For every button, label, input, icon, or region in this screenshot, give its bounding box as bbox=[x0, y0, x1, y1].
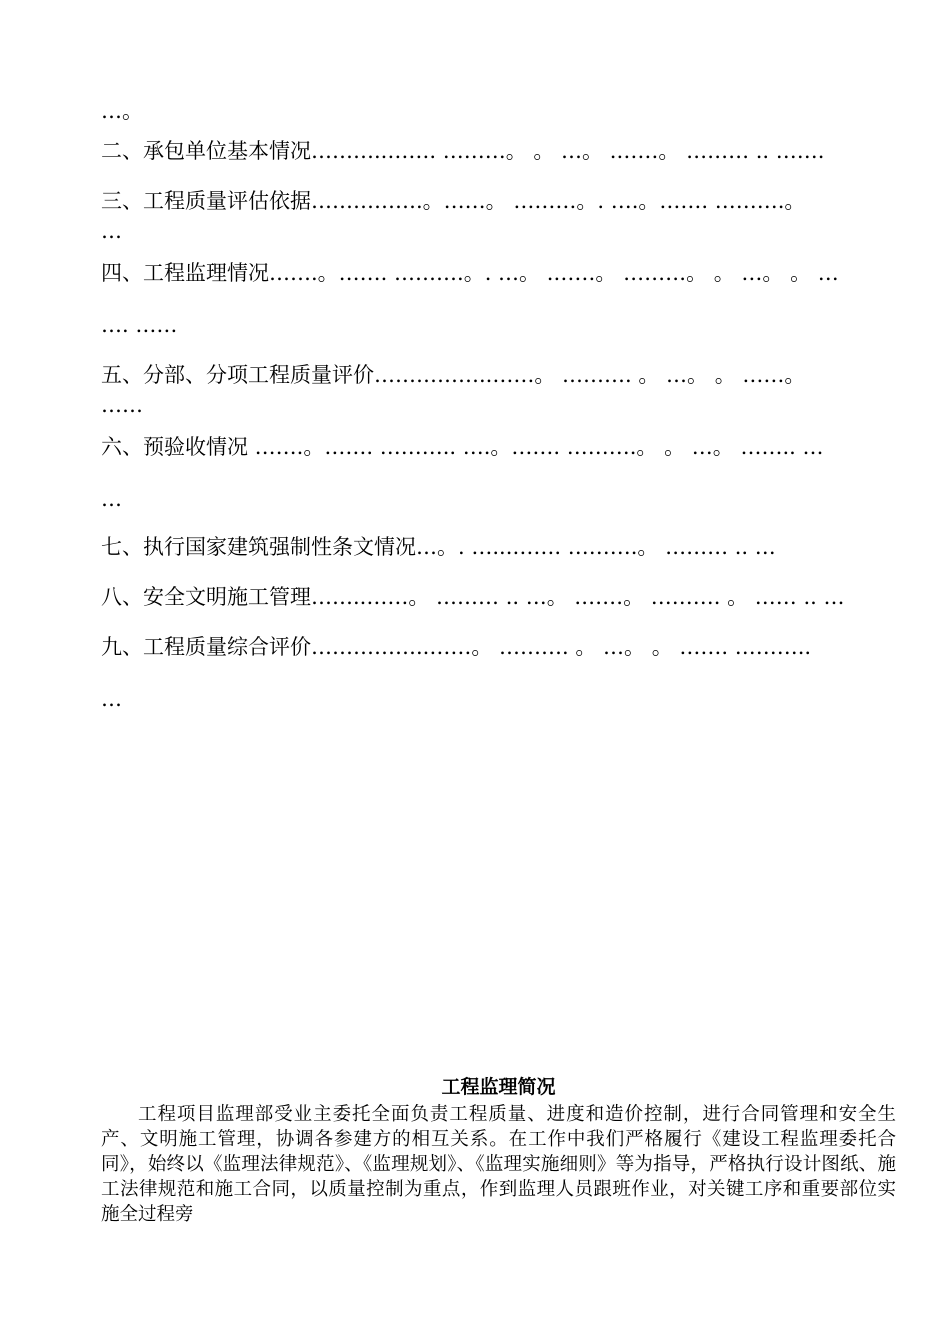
toc-item-main: 九、工程质量综合评价……………..……。 ………. 。 …。 。 ……. ……….. bbox=[101, 635, 812, 659]
toc-item-3 bbox=[101, 186, 901, 246]
toc-item-main: 八、安全文明施工管理……..……。 ……… .. …。 .……。 ………. 。 …… .. … bbox=[101, 585, 845, 609]
toc-item-9 bbox=[101, 632, 901, 714]
supervision-overview-section bbox=[101, 1072, 896, 1227]
toc-item-continuation: … bbox=[101, 687, 122, 711]
toc-item-main: 五、分部、分项工程质量评价……………..……。 ………. 。 …。 。 ……。 bbox=[101, 363, 806, 387]
table-of-contents bbox=[101, 96, 901, 711]
section-body: 工程项目监理部受业主委托全面负责工程质量、进度和造价控制，进行合同管理和安全生产、文明施工管理，协调各参建方的相互关系。在工作中我们严格履行《建设工程监理委托合同》，始终以《监理法律规范》、《监理规划》、《监理实施细则》等为指导，严格执行设计图纸、施工法律规范和施工合同，以质量控制为重点，作到监理人员跟班作业，对关键工序和重要部位实施全过程旁 bbox=[101, 1104, 896, 1225]
toc-item-main: 四、工程监理情况…….。……. ……….。. …。 .……。 ………。 。 …。 。 … bbox=[101, 261, 839, 285]
section-title: 工程监理简况 bbox=[441, 1076, 556, 1098]
toc-item-main: 三、工程质量评估依据…………….。……。 ………。. ….。……. ……….。 bbox=[101, 189, 806, 213]
toc-item-2 bbox=[101, 136, 901, 166]
toc-item-4 bbox=[101, 258, 901, 340]
toc-item-7 bbox=[101, 532, 901, 562]
toc-item-continuation: … bbox=[101, 219, 122, 243]
toc-item-8 bbox=[101, 582, 901, 612]
toc-item-5 bbox=[101, 360, 901, 420]
toc-item-6 bbox=[101, 432, 901, 514]
toc-item-main: 二、承包单位基本情况………..……. ………。 。 …。 .……。 ……… .. ……. bbox=[101, 139, 825, 163]
toc-item-continuation: …. …… bbox=[101, 313, 178, 337]
toc-item-continuation: … bbox=[101, 487, 122, 511]
toc-item-continuation: …… bbox=[101, 393, 143, 417]
toc-item-main: 七、执行国家建筑强制性条文情况…。. …...……. ……….。 ……… .. … bbox=[101, 535, 776, 559]
toc-lead: …。 bbox=[101, 99, 143, 123]
toc-item-main: 六、预验收情况 …….。……. ……….. ….。……. ……….。 。 …。 …….. … bbox=[101, 435, 824, 459]
